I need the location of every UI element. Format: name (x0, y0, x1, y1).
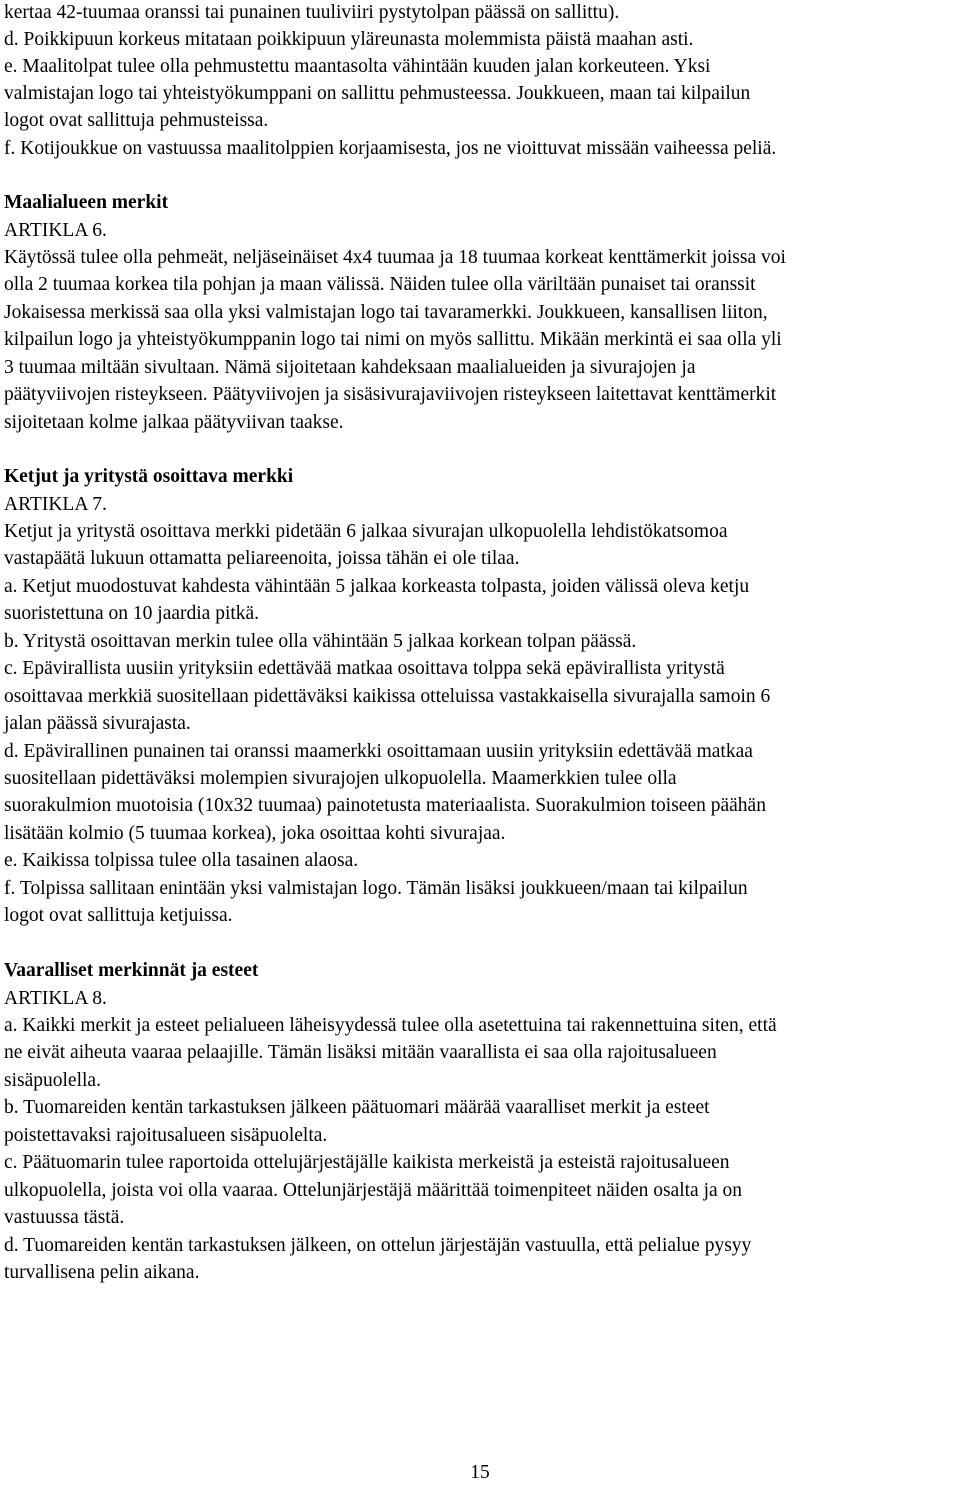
article-number: ARTIKLA 7. (4, 494, 107, 515)
body-line: päätyviivojen risteykseen. Päätyviivojen ja sisäsivurajaviivojen risteykseen laitettavat kenttämerkit (4, 384, 777, 405)
body-line: 3 tuumaa miltään sivultaan. Nämä sijoitetaan kahdeksaan maalialueiden ja sivurajojen ja (4, 357, 696, 378)
article-number: ARTIKLA 6. (4, 220, 107, 241)
body-line: kilpailun logo ja yhteistyökumppanin logo tai nimi on myös sallittu. Mikään merkintä ei saa olla yli (4, 329, 782, 350)
body-line: Ketjut ja yritystä osoittava merkki pidetään 6 jalkaa sivurajan ulkopuolella lehdistökatsomoa (4, 521, 728, 542)
body-line: sisäpuolella. (4, 1070, 101, 1091)
body-line: jalan päässä sivurajasta. (4, 713, 191, 734)
body-line: c. Epävirallista uusiin yrityksiin edettävää matkaa osoittava tolppa sekä epävirallista yritystä (4, 658, 725, 679)
section-heading: Ketjut ja yritystä osoittava merkki (4, 466, 294, 487)
body-line: ulkopuolella, joista voi olla vaaraa. Ottelunjärjestäjä määrittää toimenpiteet näiden osalta ja on (4, 1180, 743, 1201)
body-line: suorakulmion muotoisia (10x32 tuumaa) painotetusta materiaalista. Suorakulmion toiseen päähän (4, 795, 766, 816)
page-number: 15 (470, 1462, 490, 1483)
body-line: suoristettuna on 10 jaardia pitkä. (4, 603, 260, 624)
body-line: olla 2 tuumaa korkea tila pohjan ja maan välissä. Näiden tulee olla väriltään punaiset tai oranssit (4, 274, 756, 295)
section-heading: Vaaralliset merkinnät ja esteet (4, 960, 259, 981)
body-line: lisätään kolmio (5 tuumaa korkea), joka osoittaa kohti sivurajaa. (4, 823, 506, 844)
body-line: Jokaisessa merkissä saa olla yksi valmistajan logo tai tavaramerkki. Joukkueen, kansallisen liiton, (4, 302, 768, 323)
body-line: c. Päätuomarin tulee raportoida ottelujärjestäjälle kaikista merkeistä ja esteistä rajoitusalueen (4, 1152, 730, 1173)
body-line: e. Kaikissa tolpissa tulee olla tasainen alaosa. (4, 850, 359, 871)
body-line: logot ovat sallittuja ketjuissa. (4, 905, 233, 926)
body-line: ne eivät aiheuta vaaraa pelaajille. Tämän lisäksi mitään vaarallista ei saa olla rajoitusalueen (4, 1042, 717, 1063)
body-line: a. Kaikki merkit ja esteet pelialueen läheisyydessä tulee olla asetettuina tai rakennettuina siten, että (4, 1015, 777, 1036)
body-line: f. Kotijoukkue on vastuussa maalitolppien korjaamisesta, jos ne vioittuvat missään vaiheessa peliä. (4, 138, 777, 159)
body-line: sijoitetaan kolme jalkaa päätyviivan taakse. (4, 412, 344, 433)
body-line: d. Poikkipuun korkeus mitataan poikkipuun yläreunasta molemmista päistä maahan asti. (4, 29, 694, 50)
body-line: Käytössä tulee olla pehmeät, neljäseinäiset 4x4 tuumaa ja 18 tuumaa korkeat kenttämerkit joissa voi (4, 247, 786, 268)
body-line: kertaa 42-tuumaa oranssi tai punainen tuuliviiri pystytolpan päässä on sallittu). (4, 2, 620, 23)
body-line: e. Maalitolpat tulee olla pehmustettu maantasolta vähintään kuuden jalan korkeuteen. Yksi (4, 56, 711, 77)
body-line: suositellaan pidettäväksi molempien sivurajojen ulkopuolella. Maamerkkien tulee olla (4, 768, 677, 789)
article-number: ARTIKLA 8. (4, 988, 107, 1009)
body-line: vastapäätä lukuun ottamatta peliareenoita, joissa tähän ei ole tilaa. (4, 548, 520, 569)
body-line: d. Epävirallinen punainen tai oranssi maamerkki osoittamaan uusiin yrityksiin edettävää matkaa (4, 741, 753, 762)
body-line: valmistajan logo tai yhteistyökumppani on sallittu pehmusteessa. Joukkueen, maan tai kilpailun (4, 83, 751, 104)
body-line: b. Yritystä osoittavan merkin tulee olla vähintään 5 jalkaa korkean tolpan päässä. (4, 631, 637, 652)
body-line: d. Tuomareiden kentän tarkastuksen jälkeen, on ottelun järjestäjän vastuulla, että pelialue pysyy (4, 1235, 752, 1256)
body-line: f. Tolpissa sallitaan enintään yksi valmistajan logo. Tämän lisäksi joukkueen/maan tai kilpailun (4, 878, 748, 899)
body-line: a. Ketjut muodostuvat kahdesta vähintään 5 jalkaa korkeasta tolpasta, joiden välissä oleva ketju (4, 576, 750, 597)
body-line: osoittavaa merkkiä suositellaan pidettäväksi kaikissa otteluissa vastakkaisella sivurajalla samoin 6 (4, 686, 771, 707)
body-line: logot ovat sallittuja pehmusteissa. (4, 110, 269, 131)
body-line: b. Tuomareiden kentän tarkastuksen jälkeen päätuomari määrää vaaralliset merkit ja esteet (4, 1097, 710, 1118)
body-line: poistettavaksi rajoitusalueen sisäpuolelta. (4, 1125, 328, 1146)
body-line: vastuussa tästä. (4, 1207, 125, 1228)
body-line: turvallisena pelin aikana. (4, 1262, 200, 1283)
section-heading: Maalialueen merkit (4, 192, 169, 213)
